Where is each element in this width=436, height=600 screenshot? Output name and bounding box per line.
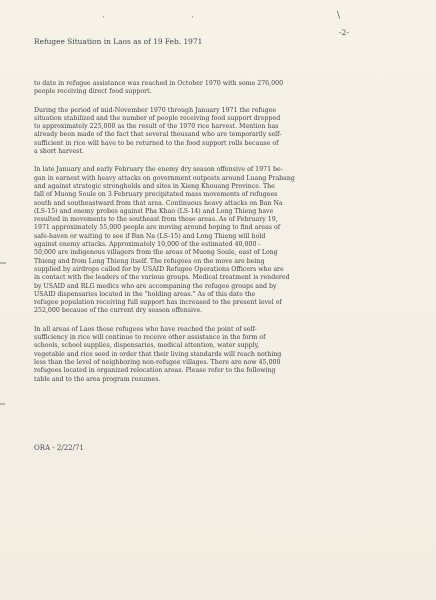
text-line: to approximately 225,000 as the result of the 1970 rice harvest. Mention has <box>34 123 279 131</box>
paragraph <box>34 107 404 157</box>
text-line: south and southeastward from that area. Continuous heavy attacks on Ban Na <box>34 199 283 207</box>
text-line: Thieng and from Long Thieng itself. The refugees on the move are being <box>34 257 265 265</box>
text-line: In late January and early February the enemy dry season offensive of 1971 be- <box>34 166 283 174</box>
text-line: schools, school supplies, dispensaries, medical attention, water supply, <box>34 342 260 350</box>
text-line: less than the level of neighboring non-refugee villages. There are now 45,000 <box>34 358 281 366</box>
paragraph <box>34 326 404 384</box>
text-line: refugee population receiving full support has increased to the present level of <box>34 299 282 307</box>
text-line: 252,000 because of the current dry season offensive. <box>34 307 203 315</box>
text-line: supplied by airdrops called for by USAID Refugee Operations Officers who are <box>34 265 284 273</box>
text-line: 50,000 are indigenous villagers from the areas of Muong Soule, east of Long <box>34 249 278 257</box>
text-line: vegetable and rice seed in order that their living standards will reach nothing <box>34 350 282 358</box>
signature-line: ORA - 2/22/71 <box>34 444 84 452</box>
text-line: already been made of the fact that several thousand who are temporarily self- <box>34 131 282 139</box>
text-line: 1971 approximately 55,000 people are moving around hoping to find areas of <box>34 224 281 232</box>
text-line: to date in refugee assistance was reached in October 1970 with some 276,000 <box>34 80 284 87</box>
text-line: against enemy attacks. Approximately 10,000 of the estimated 40,000 - <box>34 241 261 249</box>
text-line: and against strategic strongholds and sites in Xieng Khouang Province. The <box>34 182 275 190</box>
text-line: sufficiency in rice will continue to receive other assistance in the form of <box>34 334 266 342</box>
scan-edge-mark <box>0 262 6 264</box>
text-line: people receiving direct food support. <box>34 88 152 96</box>
text-line: In all areas of Laos those refugees who have reached the point of self- <box>34 325 257 333</box>
text-line: in contact with the leaders of the various groups. Medical treatment is rendered <box>34 274 290 282</box>
text-line: resulted in movements to the southeast from those areas. As of February 19, <box>34 216 278 224</box>
text-line: a short harvest. <box>34 148 84 156</box>
text-line: refugees located in organized relocation areas. Please refer to the following <box>34 367 276 375</box>
text-line: situation stabilized and the number of people receiving food support dropped <box>34 114 281 122</box>
tick-mark: ' <box>192 16 194 23</box>
page-number: -2- <box>339 28 349 37</box>
text-line: (LS-15) and enemy probes against Pha Khao (LS-14) and Long Thieng have <box>34 207 274 215</box>
document-body <box>34 80 404 394</box>
document-title: Refugee Situation in Laos as of 19 Feb. 1971 <box>34 37 203 46</box>
text-line: gan in earnest with heavy attacks on government outposts around Luang Prabang <box>34 174 295 182</box>
text-line: USAID dispensaries located in the "holding areas." As of this date the <box>34 290 256 298</box>
tick-mark: \ <box>337 11 341 21</box>
text-line: sufficient in rice will have to be returned to the food support rolls because of <box>34 139 279 147</box>
tick-mark: ' <box>103 16 105 23</box>
text-line: During the period of mid-November 1970 through January 1971 the refugee <box>34 106 277 114</box>
text-line: fall of Muong Soule on 3 February precipitated mass movements of refugees <box>34 191 278 199</box>
scan-edge-mark <box>0 403 5 405</box>
paragraph <box>34 166 404 315</box>
text-line: table and to the area program resumes. <box>34 375 161 383</box>
text-line: safe-haven or waiting to see if Ban Na (LS-15) and Long Thieng will hold <box>34 232 266 240</box>
paragraph <box>34 80 404 97</box>
text-line: by USAID and RLG medics who are accompaning the refugee groups and by <box>34 282 277 290</box>
